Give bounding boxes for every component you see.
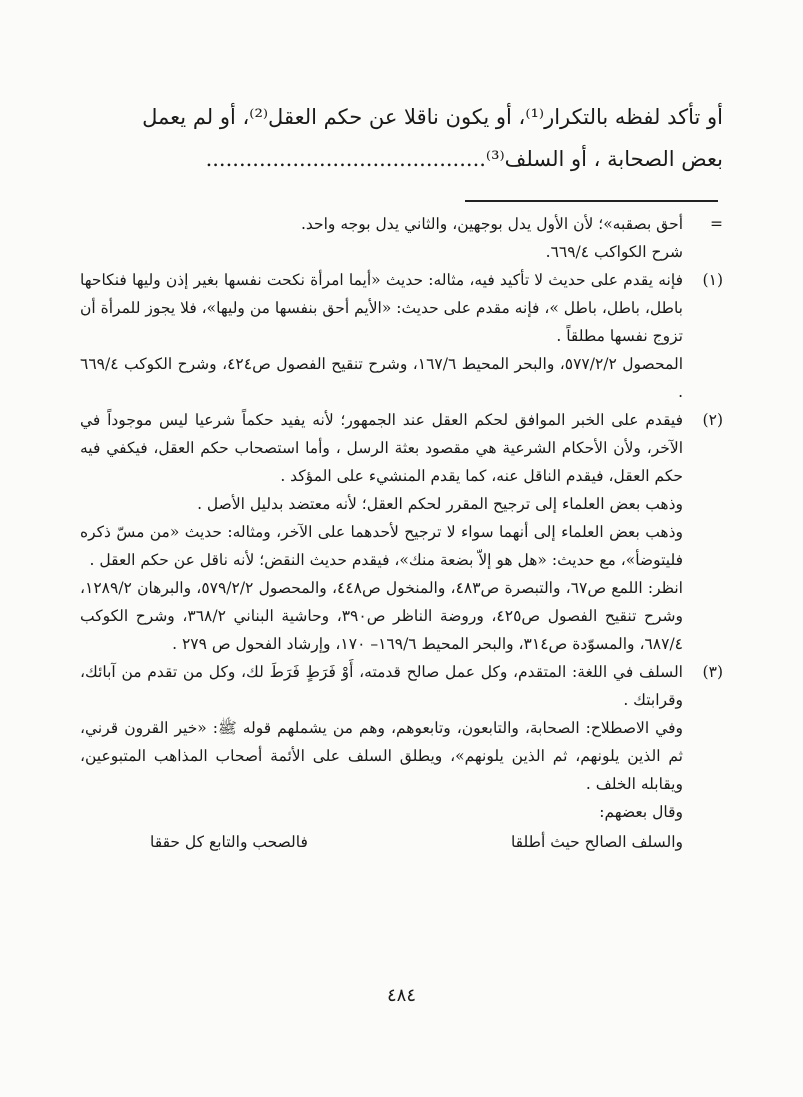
footnote-line: المحصول ٥٧٧/٢/٢، والبحر المحيط ١٦٧/٦، وشرح تنقيح الفصول ص٤٢٤، وشرح الكوكب ٦٦٩/٤ . <box>80 355 683 401</box>
footnote-number: (١) <box>702 271 723 289</box>
footnote-number: (٣) <box>702 663 723 681</box>
footnote-2 <box>80 406 723 658</box>
footnote-line: انظر: اللمع ص٦٧، والتبصرة ص٤٨٣، والمنخول ص٤٤٨، والمحصول ٥٧٩/٢/٢، والبرهان ١٢٨٩/٢، وشرح تنقيح الفصول ص٤٢٥، وروضة الناظر ص٣٩٠، وحاشية البناني ٣٦٨/٢، وشرح الكوكب ٦٨٧/٤، والمسوّدة ص٣١٤، والبحر المحيط ١٦٩/٦– ١٧٠، وإرشاد الفحول ص ٢٧٩ . <box>80 579 683 653</box>
footnote-line: وذهب بعض العلماء إلى أنهما سواء لا ترجيح لأحدهما على الآخر، ومثاله: حديث «من مسّ ذكره فليتوضأ»، مع حديث: «هل هو إلاّ بضعة منك»، فيقدم حديث النقض؛ لأنه ناقل عن حكم العقل . <box>80 523 683 569</box>
verse-first-hemistich: والسلف الصالح حيث أطلقا <box>510 833 683 851</box>
main-text-line-1: أو تأكد لفظه بالتكرار⁽¹⁾، أو يكون ناقلا عن حكم العقل⁽²⁾، أو لم يعمل <box>142 105 723 129</box>
footnote-line: السلف في اللغة: المتقدم، وكل عمل صالح قدمته، أَوْ فَرَطٍ فَرَطَ لك، وكل من تقدم من آبائك، وقرابتك . <box>80 663 683 709</box>
verse-second-hemistich: فالصحب والتابع كل حققا <box>150 833 308 851</box>
footnote-continuation <box>80 210 723 266</box>
main-text-line-2: بعض الصحابة ، أو السلف⁽³⁾.......................................... <box>205 147 723 171</box>
poem-verse <box>80 828 683 856</box>
footnote-line: وفي الاصطلاح: الصحابة، والتابعون، وتابعوهم، وهم من يشملهم قوله ﷺ: «خير القرون قرني، ثم الذين يلونهم، ثم الذين يلونهم»، ويطلق السلف على الأئمة أصحاب المذاهب المتبوعين، ويقابله الخلف . <box>80 719 683 793</box>
footnote-1 <box>80 266 723 406</box>
footnotes <box>80 210 723 856</box>
footnote-line: وذهب بعض العلماء إلى ترجيح المقرر لحكم العقل؛ لأنه معتضد بدليل الأصل . <box>197 495 683 513</box>
footnote-line: فيقدم على الخبر الموافق لحكم العقل عند الجمهور؛ لأنه يفيد حكماً شرعيا ليس موجوداً في الآخر، ولأن الأحكام الشرعية هي مقصود بعثة الرسل ، وأما استصحاب حكم العقل، فيكفي فيه حكم العقل، فيقدم الناقل عنه، كما يقدم المنشيء على المؤكد . <box>80 411 683 485</box>
footnote-line: أحق بصقبه»؛ لأن الأول يدل بوجهين، والثاني يدل بوجه واحد. <box>300 215 683 233</box>
footnote-line: وقال بعضهم: <box>599 803 683 821</box>
page-number: ٤٨٤ <box>386 985 416 1006</box>
main-text <box>80 96 723 180</box>
footnote-line: شرح الكواكب ٦٦٩/٤. <box>545 243 683 261</box>
footnote-line: فإنه يقدم على حديث لا تأكيد فيه، مثاله: حديث «أيما امرأة نكحت نفسها بغير إذن وليها فنكاحها باطل، باطل، باطل »، فإنه مقدم على حديث: «الأيم أحق بنفسها من وليها»، فلا يجوز للمرأة أن تزوج نفسها مطلقاً . <box>80 271 683 345</box>
footnote-separator <box>465 200 718 202</box>
continuation-marker: = <box>710 215 723 233</box>
footnote-3 <box>80 658 723 856</box>
footnote-number: (٢) <box>702 411 723 429</box>
